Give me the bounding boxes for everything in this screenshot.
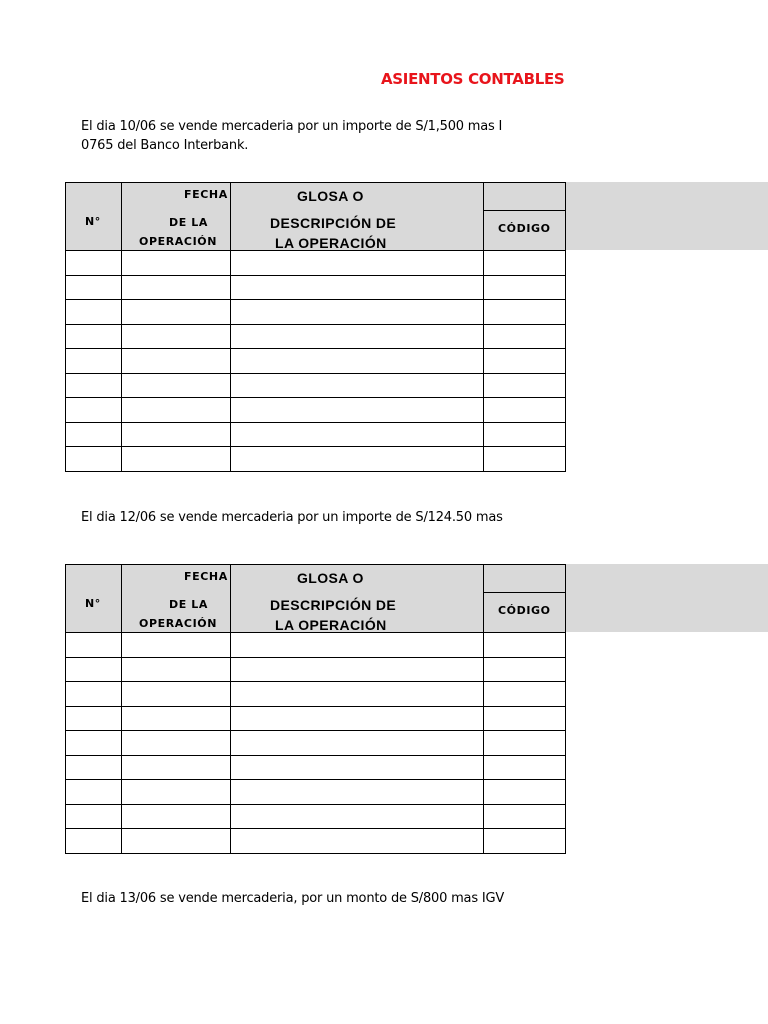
cell-codigo[interactable] xyxy=(484,657,566,682)
exercise-1-line-1: El dia 10/06 se vende mercaderia por un importe de S/1,500 mas I xyxy=(81,119,503,134)
cell-fecha[interactable] xyxy=(122,251,231,276)
journal-entry-table-2 xyxy=(65,564,566,854)
cell-fecha[interactable] xyxy=(122,804,231,829)
cell-numero[interactable] xyxy=(66,324,122,349)
cell-codigo[interactable] xyxy=(484,251,566,276)
cell-codigo[interactable] xyxy=(484,682,566,707)
cell-glosa[interactable] xyxy=(231,251,484,276)
table-row xyxy=(66,324,566,349)
table-row xyxy=(66,373,566,398)
header-glosa xyxy=(231,183,484,251)
header-codigo-label: CÓDIGO xyxy=(498,604,551,617)
cell-fecha[interactable] xyxy=(122,398,231,423)
header-glosa-line-3: LA OPERACIÓN xyxy=(275,617,387,633)
header-fecha xyxy=(122,565,231,633)
cell-numero[interactable] xyxy=(66,682,122,707)
header-glosa-line-2: DESCRIPCIÓN DE xyxy=(270,597,397,613)
cell-codigo[interactable] xyxy=(484,422,566,447)
cell-glosa[interactable] xyxy=(231,324,484,349)
cell-codigo[interactable] xyxy=(484,300,566,325)
header-cuenta xyxy=(484,183,566,251)
exercise-3-line-1: El dia 13/06 se vende mercaderia, por un monto de S/800 mas IGV xyxy=(81,891,505,906)
cell-fecha[interactable] xyxy=(122,300,231,325)
cell-fecha[interactable] xyxy=(122,780,231,805)
header-glosa-line-1: GLOSA O xyxy=(297,188,364,204)
header-fecha-line-2: DE LA xyxy=(169,216,208,229)
header-fecha-line-3: OPERACIÓN xyxy=(139,235,218,248)
cell-numero[interactable] xyxy=(66,706,122,731)
table-row xyxy=(66,398,566,423)
cell-fecha[interactable] xyxy=(122,682,231,707)
table-header-row xyxy=(66,183,566,251)
table-row xyxy=(66,731,566,756)
table-header-row xyxy=(66,565,566,633)
header-glosa xyxy=(231,565,484,633)
header-codigo-label: CÓDIGO xyxy=(498,222,551,235)
cell-fecha[interactable] xyxy=(122,829,231,854)
cell-glosa[interactable] xyxy=(231,422,484,447)
cell-codigo[interactable] xyxy=(484,780,566,805)
header-overflow-band xyxy=(565,564,768,632)
cell-numero[interactable] xyxy=(66,275,122,300)
cell-codigo[interactable] xyxy=(484,324,566,349)
cell-numero[interactable] xyxy=(66,422,122,447)
table-row xyxy=(66,755,566,780)
table-row xyxy=(66,300,566,325)
cell-numero[interactable] xyxy=(66,657,122,682)
cell-fecha[interactable] xyxy=(122,447,231,472)
cell-fecha[interactable] xyxy=(122,657,231,682)
cell-fecha[interactable] xyxy=(122,633,231,658)
table-row xyxy=(66,780,566,805)
header-overflow-band xyxy=(565,182,768,250)
cell-codigo[interactable] xyxy=(484,373,566,398)
cell-fecha[interactable] xyxy=(122,755,231,780)
table-row xyxy=(66,829,566,854)
cell-codigo[interactable] xyxy=(484,398,566,423)
cell-glosa[interactable] xyxy=(231,829,484,854)
cell-glosa[interactable] xyxy=(231,300,484,325)
cell-numero[interactable] xyxy=(66,251,122,276)
cell-numero[interactable] xyxy=(66,633,122,658)
cell-codigo[interactable] xyxy=(484,829,566,854)
cell-fecha[interactable] xyxy=(122,373,231,398)
header-numero-label: N° xyxy=(85,597,101,610)
cell-glosa[interactable] xyxy=(231,657,484,682)
cell-glosa[interactable] xyxy=(231,398,484,423)
cell-numero[interactable] xyxy=(66,349,122,374)
cell-fecha[interactable] xyxy=(122,706,231,731)
header-numero xyxy=(66,565,122,633)
header-codigo-cell xyxy=(484,210,565,250)
cell-fecha[interactable] xyxy=(122,349,231,374)
cell-numero[interactable] xyxy=(66,731,122,756)
cell-glosa[interactable] xyxy=(231,731,484,756)
cell-numero[interactable] xyxy=(66,829,122,854)
cell-codigo[interactable] xyxy=(484,706,566,731)
cell-codigo[interactable] xyxy=(484,633,566,658)
header-numero-label: N° xyxy=(85,215,101,228)
cell-codigo[interactable] xyxy=(484,804,566,829)
header-fecha-line-3: OPERACIÓN xyxy=(139,617,218,630)
header-cuenta xyxy=(484,565,566,633)
header-glosa-line-1: GLOSA O xyxy=(297,570,364,586)
cell-numero[interactable] xyxy=(66,780,122,805)
cell-codigo[interactable] xyxy=(484,349,566,374)
cell-numero[interactable] xyxy=(66,804,122,829)
cell-fecha[interactable] xyxy=(122,422,231,447)
cell-glosa[interactable] xyxy=(231,780,484,805)
header-fecha-line-1: FECHA xyxy=(184,570,228,583)
cell-fecha[interactable] xyxy=(122,324,231,349)
page-title: ASIENTOS CONTABLES xyxy=(381,70,564,88)
cell-codigo[interactable] xyxy=(484,275,566,300)
cell-codigo[interactable] xyxy=(484,447,566,472)
cell-glosa[interactable] xyxy=(231,373,484,398)
header-glosa-line-3: LA OPERACIÓN xyxy=(275,235,387,251)
cell-numero[interactable] xyxy=(66,373,122,398)
cell-glosa[interactable] xyxy=(231,633,484,658)
cell-glosa[interactable] xyxy=(231,447,484,472)
cell-glosa[interactable] xyxy=(231,755,484,780)
exercise-2-text xyxy=(81,508,564,527)
table-row xyxy=(66,422,566,447)
table-row xyxy=(66,447,566,472)
header-codigo-cell xyxy=(484,592,565,632)
exercise-1-text xyxy=(81,117,564,155)
header-glosa-line-2: DESCRIPCIÓN DE xyxy=(270,215,397,231)
cell-codigo[interactable] xyxy=(484,731,566,756)
table-row xyxy=(66,251,566,276)
journal-entry-table-1 xyxy=(65,182,566,472)
exercise-3-text xyxy=(81,889,564,908)
table-row xyxy=(66,349,566,374)
exercise-2-line-1: El dia 12/06 se vende mercaderia por un importe de S/124.50 mas xyxy=(81,510,503,525)
cell-numero[interactable] xyxy=(66,755,122,780)
cell-numero[interactable] xyxy=(66,447,122,472)
cell-numero[interactable] xyxy=(66,398,122,423)
header-fecha-line-2: DE LA xyxy=(169,598,208,611)
header-fecha-line-1: FECHA xyxy=(184,188,228,201)
cell-glosa[interactable] xyxy=(231,682,484,707)
table-row xyxy=(66,682,566,707)
cell-codigo[interactable] xyxy=(484,755,566,780)
table-row xyxy=(66,633,566,658)
exercise-1-line-2: 0765 del Banco Interbank. xyxy=(81,138,249,153)
cell-glosa[interactable] xyxy=(231,804,484,829)
table-row xyxy=(66,804,566,829)
cell-numero[interactable] xyxy=(66,300,122,325)
table-row xyxy=(66,275,566,300)
header-numero xyxy=(66,183,122,251)
table-row xyxy=(66,706,566,731)
header-fecha xyxy=(122,183,231,251)
cell-glosa[interactable] xyxy=(231,349,484,374)
cell-glosa[interactable] xyxy=(231,275,484,300)
table-row xyxy=(66,657,566,682)
cell-fecha[interactable] xyxy=(122,275,231,300)
cell-fecha[interactable] xyxy=(122,731,231,756)
cell-glosa[interactable] xyxy=(231,706,484,731)
